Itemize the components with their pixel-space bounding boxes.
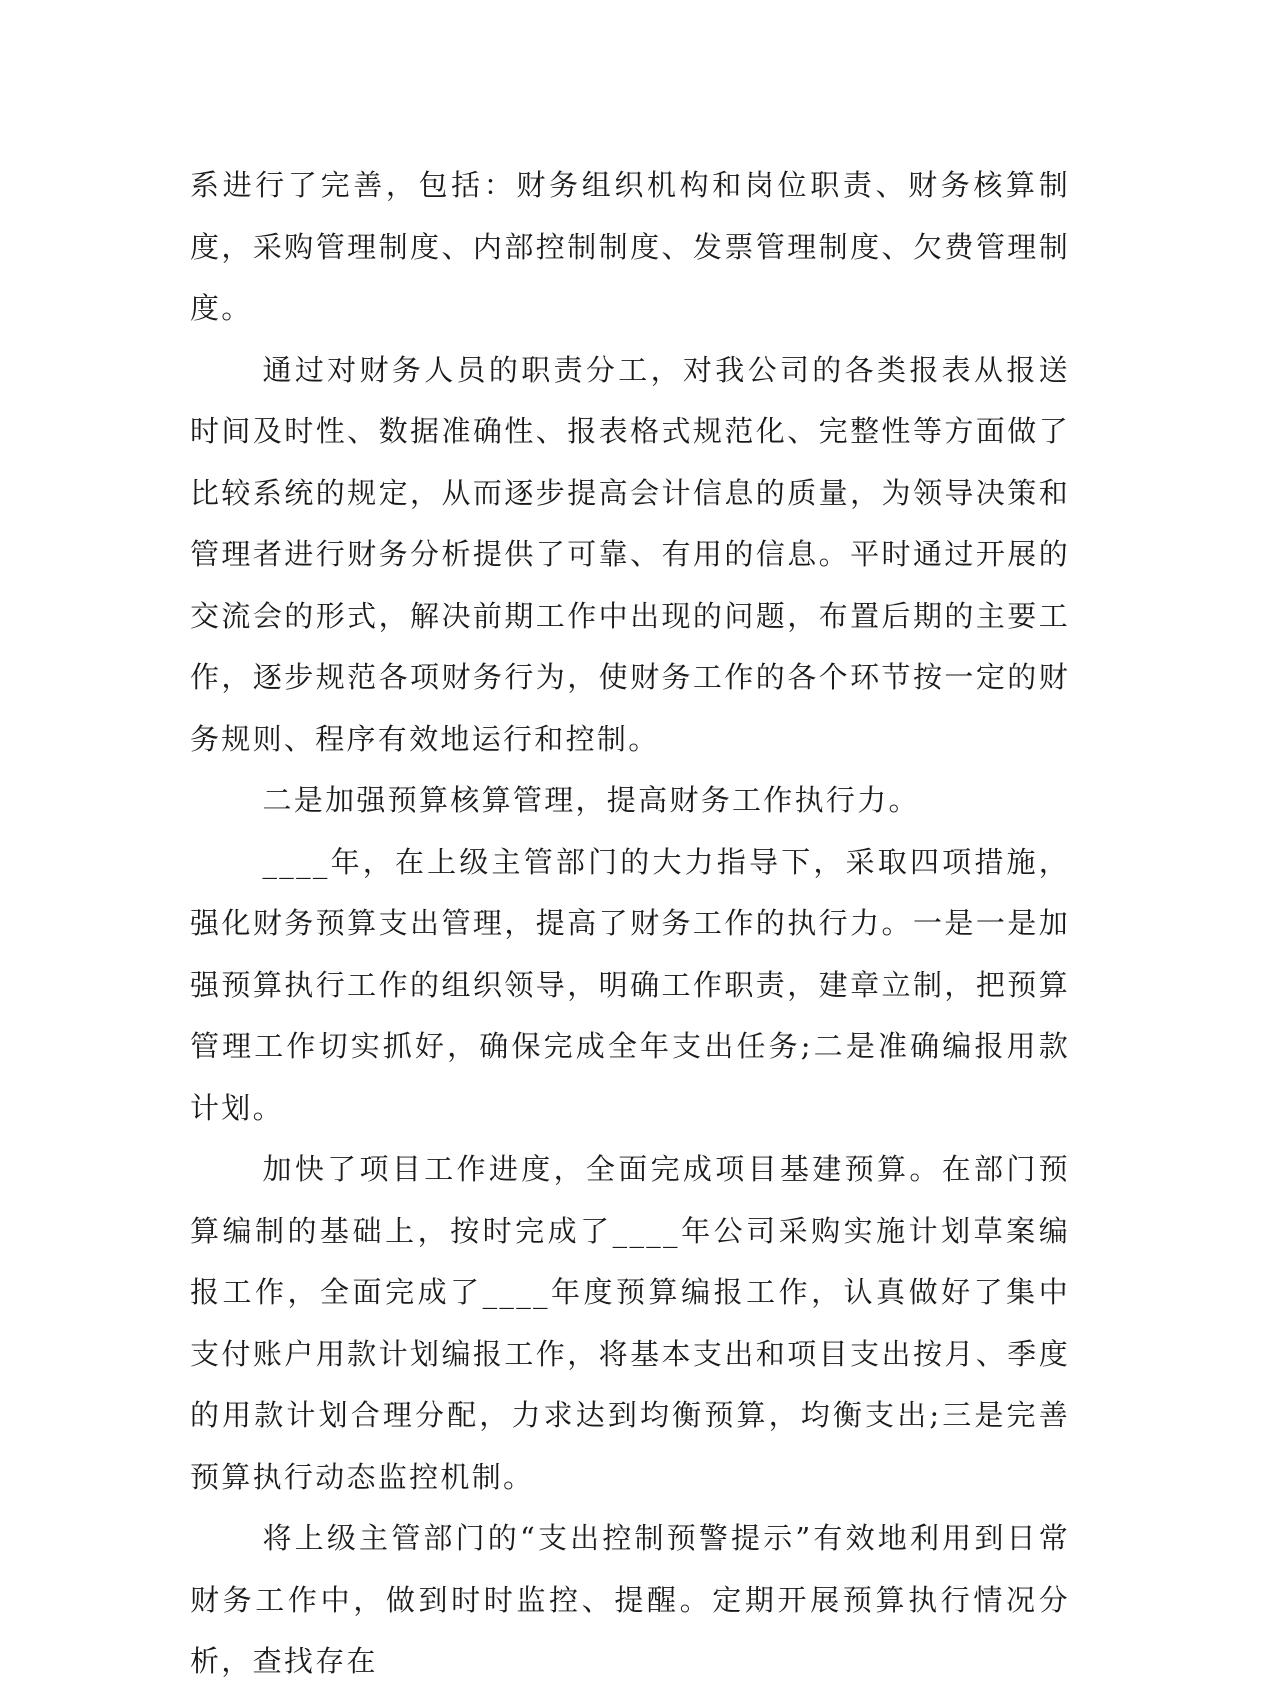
paragraph-2: 通过对财务人员的职责分工，对我公司的各类报表从报送时间及时性、数据准确性、报表格式规范化、完整性等方面做了比较系统的规定，从而逐步提高会计信息的质量，为领导决策和管理者进行财务分析提供了可靠、有用的信息。平时通过开展的交流会的形式，解决前期工作中出现的问题，布置后期的主要工作，逐步规范各项财务行为，使财务工作的各个环节按一定的财务规则、程序有效地运行和控制。 [190,352,1070,756]
paragraph-5: 加快了项目工作进度，全面完成项目基建预算。在部门预算编制的基础上，按时完成了____年公司采购实施计划草案编报工作，全面完成了____年度预算编报工作，认真做好了集中支付账户用款计划编报工作，将基本支出和项目支出按月、季度的用款计划合理分配，力求达到均衡预算，均衡支出;三是完善预算执行动态监控机制。 [190,1152,1070,1494]
paragraph-1: 系进行了完善，包括：财务组织机构和岗位职责、财务核算制度，采购管理制度、内部控制制度、发票管理制度、欠费管理制度。 [190,168,1070,325]
paragraph-4: ____年，在上级主管部门的大力指导下，采取四项措施，强化财务预算支出管理，提高了财务工作的执行力。一是一是加强预算执行工作的组织领导，明确工作职责，建章立制，把预算管理工作切实抓好，确保完成全年支出任务;二是准确编报用款计划。 [190,844,1070,1125]
paragraph-3: 二是加强预算核算管理，提高财务工作执行力。 [262,783,920,817]
paragraph-6: 将上级主管部门的“支出控制预警提示”有效地利用到日常财务工作中，做到时时监控、提醒。定期开展预算执行情况分析，查找存在 [190,1521,1070,1678]
document-body [190,155,1070,1693]
